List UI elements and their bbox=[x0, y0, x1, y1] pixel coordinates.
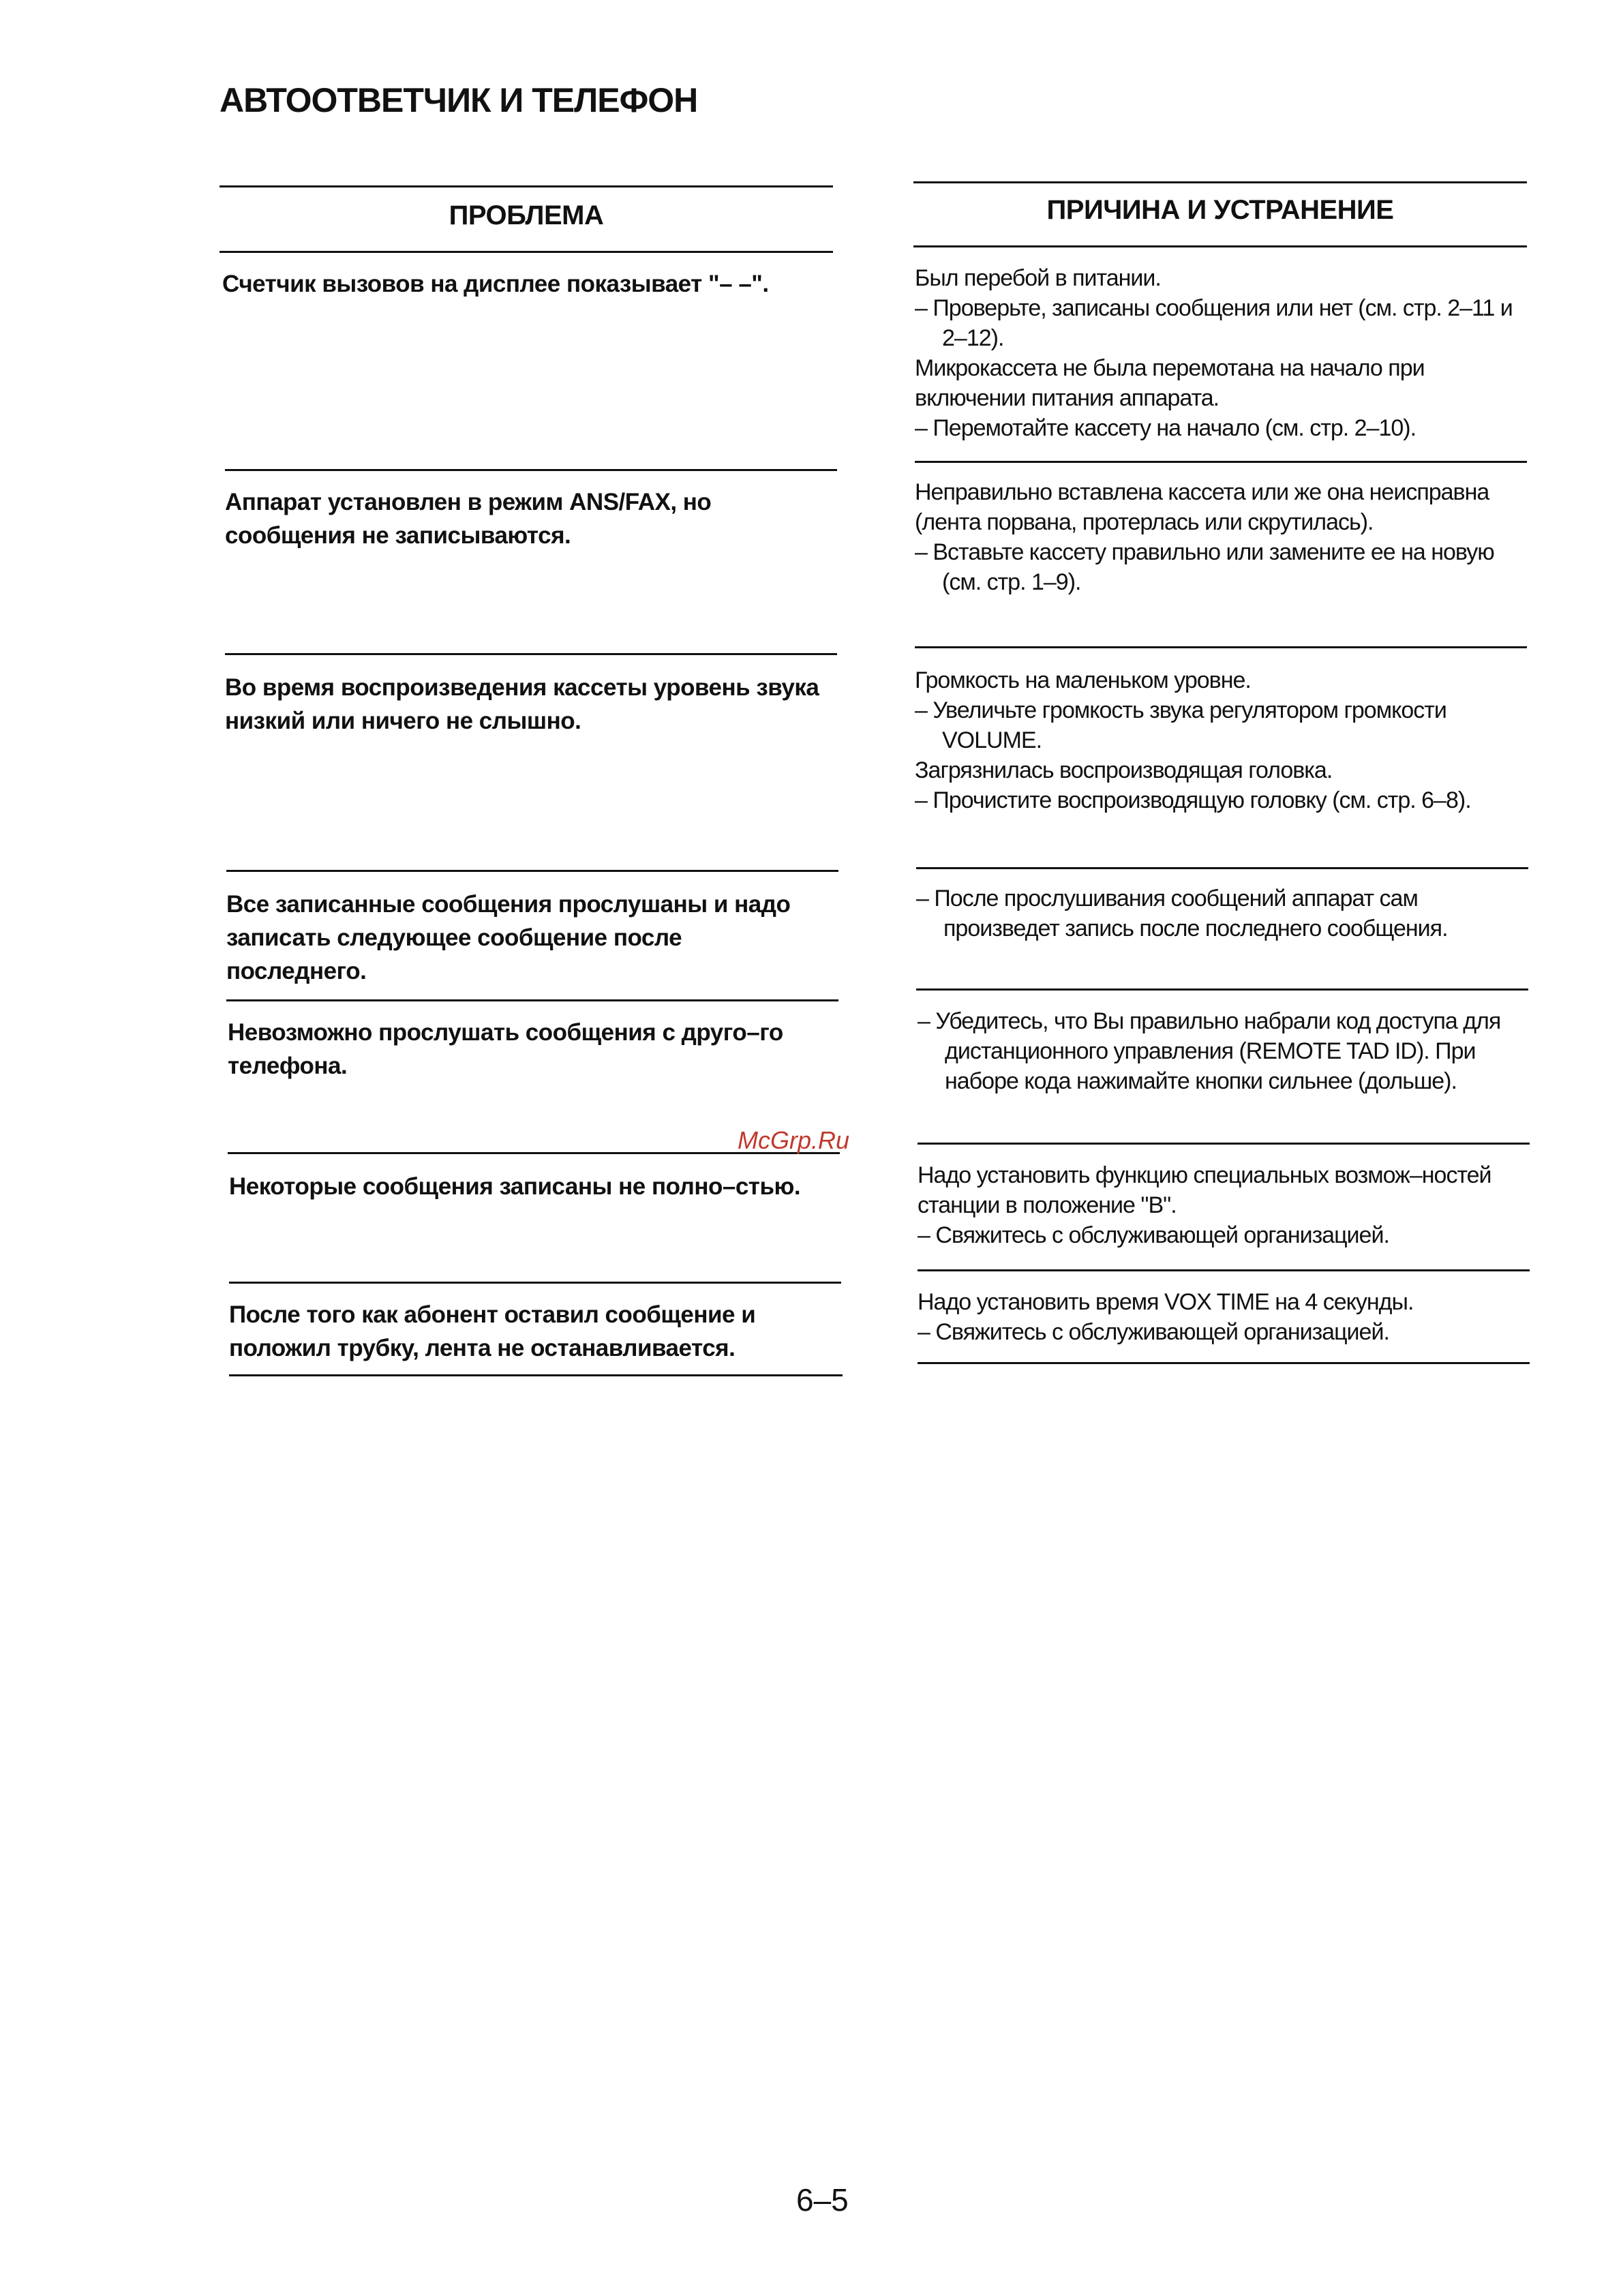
problem-4: Все записанные сообщения прослушаны и надо записать следующее сообщение после последнего. bbox=[226, 891, 791, 984]
cause-4-line-1: – После прослушивания сообщений аппарат сам произведет запись после последнего сообщения. bbox=[916, 886, 1448, 941]
header-bottom-rule-left bbox=[219, 251, 833, 253]
page-number: 6–5 bbox=[796, 2182, 849, 2218]
cause-3-line-1: Громкость на маленьком уровне. bbox=[915, 667, 1251, 693]
problem-6: Некоторые сообщения записаны не полно–стью. bbox=[229, 1173, 801, 1200]
table-bottom-rule-left bbox=[229, 1374, 843, 1376]
cause-7-line-2: – Свяжитесь с обслуживающей организацией. bbox=[918, 1319, 1389, 1345]
cause-1-line-2: – Проверьте, записаны сообщения или нет (см. стр. 2–11 и 2–12). bbox=[915, 295, 1513, 351]
cause-1-line-1: Был перебой в питании. bbox=[915, 265, 1161, 291]
cause-1 bbox=[915, 263, 1521, 443]
column-header-problem: ПРОБЛЕМА bbox=[449, 200, 604, 230]
header-bottom-rule-right bbox=[913, 245, 1527, 247]
row-divider-left-3 bbox=[226, 870, 838, 872]
cause-5 bbox=[918, 1006, 1524, 1096]
cause-3-line-2: – Увеличьте громкость звука регулятором громкости VOLUME. bbox=[915, 697, 1446, 753]
cause-2-line-1: Неправильно вставлена кассета или же она неисправна (лента порвана, протерлась или скрутилась). bbox=[915, 479, 1489, 535]
row-divider-right-4 bbox=[916, 988, 1528, 991]
problem-7: После того как абонент оставил сообщение и положил трубку, лента не останавливается. bbox=[229, 1301, 756, 1361]
cause-3-line-3: Загрязнилась воспроизводящая головка. bbox=[915, 757, 1333, 783]
row-divider-right-3 bbox=[916, 867, 1528, 869]
header-top-rule-right bbox=[913, 181, 1527, 183]
cause-7 bbox=[918, 1287, 1531, 1347]
header-top-rule-left bbox=[219, 185, 833, 187]
cause-6-line-1: Надо установить функцию специальных возмож–ностей станции в положение "B". bbox=[918, 1162, 1491, 1218]
cause-3 bbox=[915, 665, 1521, 815]
row-divider-right-6 bbox=[918, 1269, 1530, 1271]
row-divider-right-2 bbox=[915, 646, 1527, 648]
problem-3: Во время воспроизведения кассеты уровень звука низкий или ничего не слышно. bbox=[225, 674, 819, 734]
cause-3-line-4: – Прочистите воспроизводящую головку (см. стр. 6–8). bbox=[915, 787, 1471, 813]
cause-7-line-1: Надо установить время VOX TIME на 4 секунды. bbox=[918, 1289, 1414, 1315]
problem-2: Аппарат установлен в режим ANS/FAX, но сообщения не записываются. bbox=[225, 489, 712, 549]
row-divider-left-1 bbox=[225, 469, 837, 471]
cause-1-line-4: – Перемотайте кассету на начало (см. стр. 2–10). bbox=[915, 415, 1416, 441]
cause-6-line-2: – Свяжитесь с обслуживающей организацией. bbox=[918, 1222, 1389, 1248]
cause-1-line-3: Микрокассета не была перемотана на начало при включении питания аппарата. bbox=[915, 355, 1425, 411]
page-title: АВТООТВЕТЧИК И ТЕЛЕФОН bbox=[219, 81, 698, 119]
cause-2 bbox=[915, 477, 1521, 597]
cause-5-line-1: – Убедитесь, что Вы правильно набрали код доступа для дистанционного управления (REMOTE TAD ID). При наборе кода нажимайте кнопки сильнее (дольше). bbox=[918, 1008, 1501, 1094]
cause-4 bbox=[916, 883, 1530, 943]
row-divider-left-4 bbox=[226, 999, 838, 1001]
row-divider-left-6 bbox=[229, 1282, 841, 1284]
column-header-cause: ПРИЧИНА И УСТРАНЕНИЕ bbox=[1046, 195, 1394, 225]
problem-5: Невозможно прослушать сообщения с друго–го телефона. bbox=[228, 1019, 783, 1079]
row-divider-right-1 bbox=[915, 461, 1527, 463]
problem-1: Счетчик вызовов на дисплее показывает "– –". bbox=[222, 271, 769, 297]
row-divider-left-2 bbox=[225, 653, 837, 655]
watermark: McGrp.Ru bbox=[738, 1126, 850, 1154]
cause-2-line-2: – Вставьте кассету правильно или замените ее на новую (см. стр. 1–9). bbox=[915, 539, 1494, 595]
table-bottom-rule-right bbox=[918, 1362, 1530, 1364]
cause-6 bbox=[918, 1160, 1531, 1250]
row-divider-right-5 bbox=[918, 1143, 1530, 1145]
